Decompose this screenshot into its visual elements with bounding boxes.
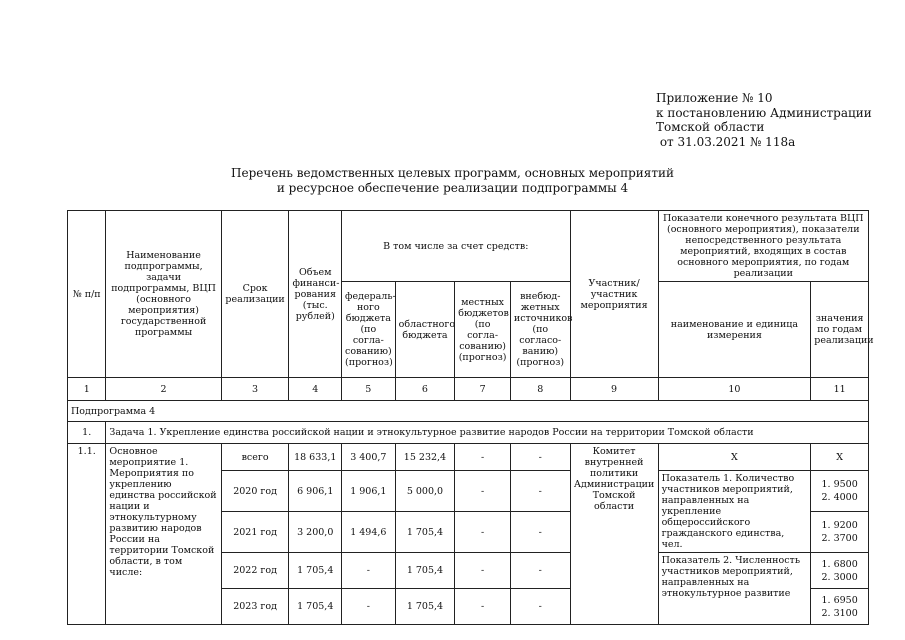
value-line: 2. 3000 bbox=[821, 571, 858, 583]
local-cell: - bbox=[455, 553, 511, 589]
value-line: 2. 3700 bbox=[821, 533, 858, 544]
header-period: Срок реализации bbox=[221, 211, 289, 378]
header-local: местных бюджетов (по согла-сованию) (прогноз) bbox=[455, 282, 511, 378]
volume-cell: 1 705,4 bbox=[289, 589, 342, 625]
period-cell: 2021 год bbox=[221, 512, 289, 553]
federal-cell: 1 906,1 bbox=[342, 471, 396, 512]
column-number: 10 bbox=[658, 378, 811, 401]
title-line: и ресурсное обеспечение реализации подпрограммы 4 bbox=[276, 180, 629, 195]
header-volume: Объем финанси-рования (тыс. рублей) bbox=[289, 211, 342, 378]
value-cell bbox=[811, 512, 869, 553]
value-cell bbox=[811, 589, 869, 625]
offbudget-cell: - bbox=[510, 512, 570, 553]
local-cell: - bbox=[455, 589, 511, 625]
appendix-line: к постановлению Администрации bbox=[656, 105, 872, 120]
header-indicator-values: значения по годам реализации bbox=[811, 282, 869, 378]
participant-cell: Комитет внутренней политики Администрации Томской области bbox=[570, 444, 658, 625]
column-number: 5 bbox=[342, 378, 396, 401]
task-text: Задача 1. Укрепление единства российской нации и этнокультурное развитие народов России на территории Томской области bbox=[106, 422, 869, 444]
value-cell bbox=[811, 553, 869, 589]
regional-cell: 5 000,0 bbox=[395, 471, 455, 512]
column-number: 1 bbox=[68, 378, 106, 401]
federal-cell: 3 400,7 bbox=[342, 444, 396, 471]
period-cell: 2020 год bbox=[221, 471, 289, 512]
column-number: 9 bbox=[570, 378, 658, 401]
indicator-2: Показатель 2. Численность участников мероприятий, направленных на этнокультурное развитие bbox=[658, 553, 811, 625]
period-cell: 2022 год bbox=[221, 553, 289, 589]
title-line: Перечень ведомственных целевых программ, основных мероприятий bbox=[231, 166, 674, 180]
offbudget-cell: - bbox=[510, 589, 570, 625]
offbudget-cell: - bbox=[510, 444, 570, 471]
header-participant: Участник/ участник мероприятия bbox=[570, 211, 658, 378]
volume-cell: 3 200,0 bbox=[289, 512, 342, 553]
header-including: В том числе за счет средств: bbox=[342, 211, 571, 282]
local-cell: - bbox=[455, 444, 511, 471]
regional-cell: 15 232,4 bbox=[395, 444, 455, 471]
header-indicator-name: наименование и единица измерения bbox=[658, 282, 811, 378]
value-line: 2. 3100 bbox=[821, 607, 858, 619]
period-cell: всего bbox=[221, 444, 289, 471]
federal-cell: - bbox=[342, 553, 396, 589]
regional-cell: 1 705,4 bbox=[395, 589, 455, 625]
header-federal: федераль-ного бюджета (по согла-сованию) (прогноз) bbox=[342, 282, 396, 378]
column-number: 4 bbox=[289, 378, 342, 401]
federal-cell: - bbox=[342, 589, 396, 625]
value-x: Х bbox=[811, 444, 869, 471]
value-cell bbox=[811, 471, 869, 512]
appendix-line: Томской области bbox=[656, 120, 765, 134]
appendix-line: Приложение № 10 bbox=[656, 91, 773, 105]
offbudget-cell: - bbox=[510, 553, 570, 589]
period-cell: 2023 год bbox=[221, 589, 289, 625]
value-line: 1. 6950 bbox=[821, 594, 858, 606]
subprogram-row: Подпрограмма 4 bbox=[68, 401, 869, 422]
header-regional: областного бюджета bbox=[395, 282, 455, 378]
activity-num: 1.1. bbox=[68, 444, 106, 625]
appendix-block bbox=[656, 91, 872, 149]
programs-table bbox=[67, 210, 874, 625]
indicator-1: Показатель 1. Количество участников мероприятий, направленных на укрепление общероссийского гражданского единства, чел. bbox=[658, 471, 811, 553]
federal-cell: 1 494,6 bbox=[342, 512, 396, 553]
document-title bbox=[0, 166, 905, 195]
column-number: 7 bbox=[455, 378, 511, 401]
local-cell: - bbox=[455, 512, 511, 553]
value-line: 1. 9500 bbox=[821, 479, 858, 490]
column-numbers-row bbox=[68, 378, 869, 401]
appendix-line: от 31.03.2021 № 118а bbox=[656, 134, 796, 149]
volume-cell: 1 705,4 bbox=[289, 553, 342, 589]
column-number: 2 bbox=[106, 378, 221, 401]
value-line: 1. 6800 bbox=[821, 558, 858, 570]
column-number: 6 bbox=[395, 378, 455, 401]
indicator-x: Х bbox=[658, 444, 811, 471]
header-offbudget: внебюд-жетных источников (по согласо-ванию) (прогноз) bbox=[510, 282, 570, 378]
header-num: № п/п bbox=[68, 211, 106, 378]
header-indicators: Показатели конечного результата ВЦП (основного мероприятия), показатели непосредственного результата мероприятий, входящих в состав основного мероприятия, по годам реализации bbox=[658, 211, 868, 282]
value-line: 1. 9200 bbox=[821, 520, 858, 531]
volume-cell: 18 633,1 bbox=[289, 444, 342, 471]
column-number: 11 bbox=[811, 378, 869, 401]
column-number: 8 bbox=[510, 378, 570, 401]
task-num: 1. bbox=[68, 422, 106, 444]
header-name: Наименование подпрограммы, задачи подпрограммы, ВЦП (основного мероприятия) государственной программы bbox=[106, 211, 221, 378]
column-number: 3 bbox=[221, 378, 289, 401]
volume-cell: 6 906,1 bbox=[289, 471, 342, 512]
regional-cell: 1 705,4 bbox=[395, 553, 455, 589]
offbudget-cell: - bbox=[510, 471, 570, 512]
activity-name: Основное мероприятие 1. Мероприятия по укреплению единства российской нации и этнокультурному развитию народов России на территории Томской области, в том числе: bbox=[106, 444, 221, 625]
value-line: 2. 4000 bbox=[821, 492, 858, 503]
regional-cell: 1 705,4 bbox=[395, 512, 455, 553]
local-cell: - bbox=[455, 471, 511, 512]
